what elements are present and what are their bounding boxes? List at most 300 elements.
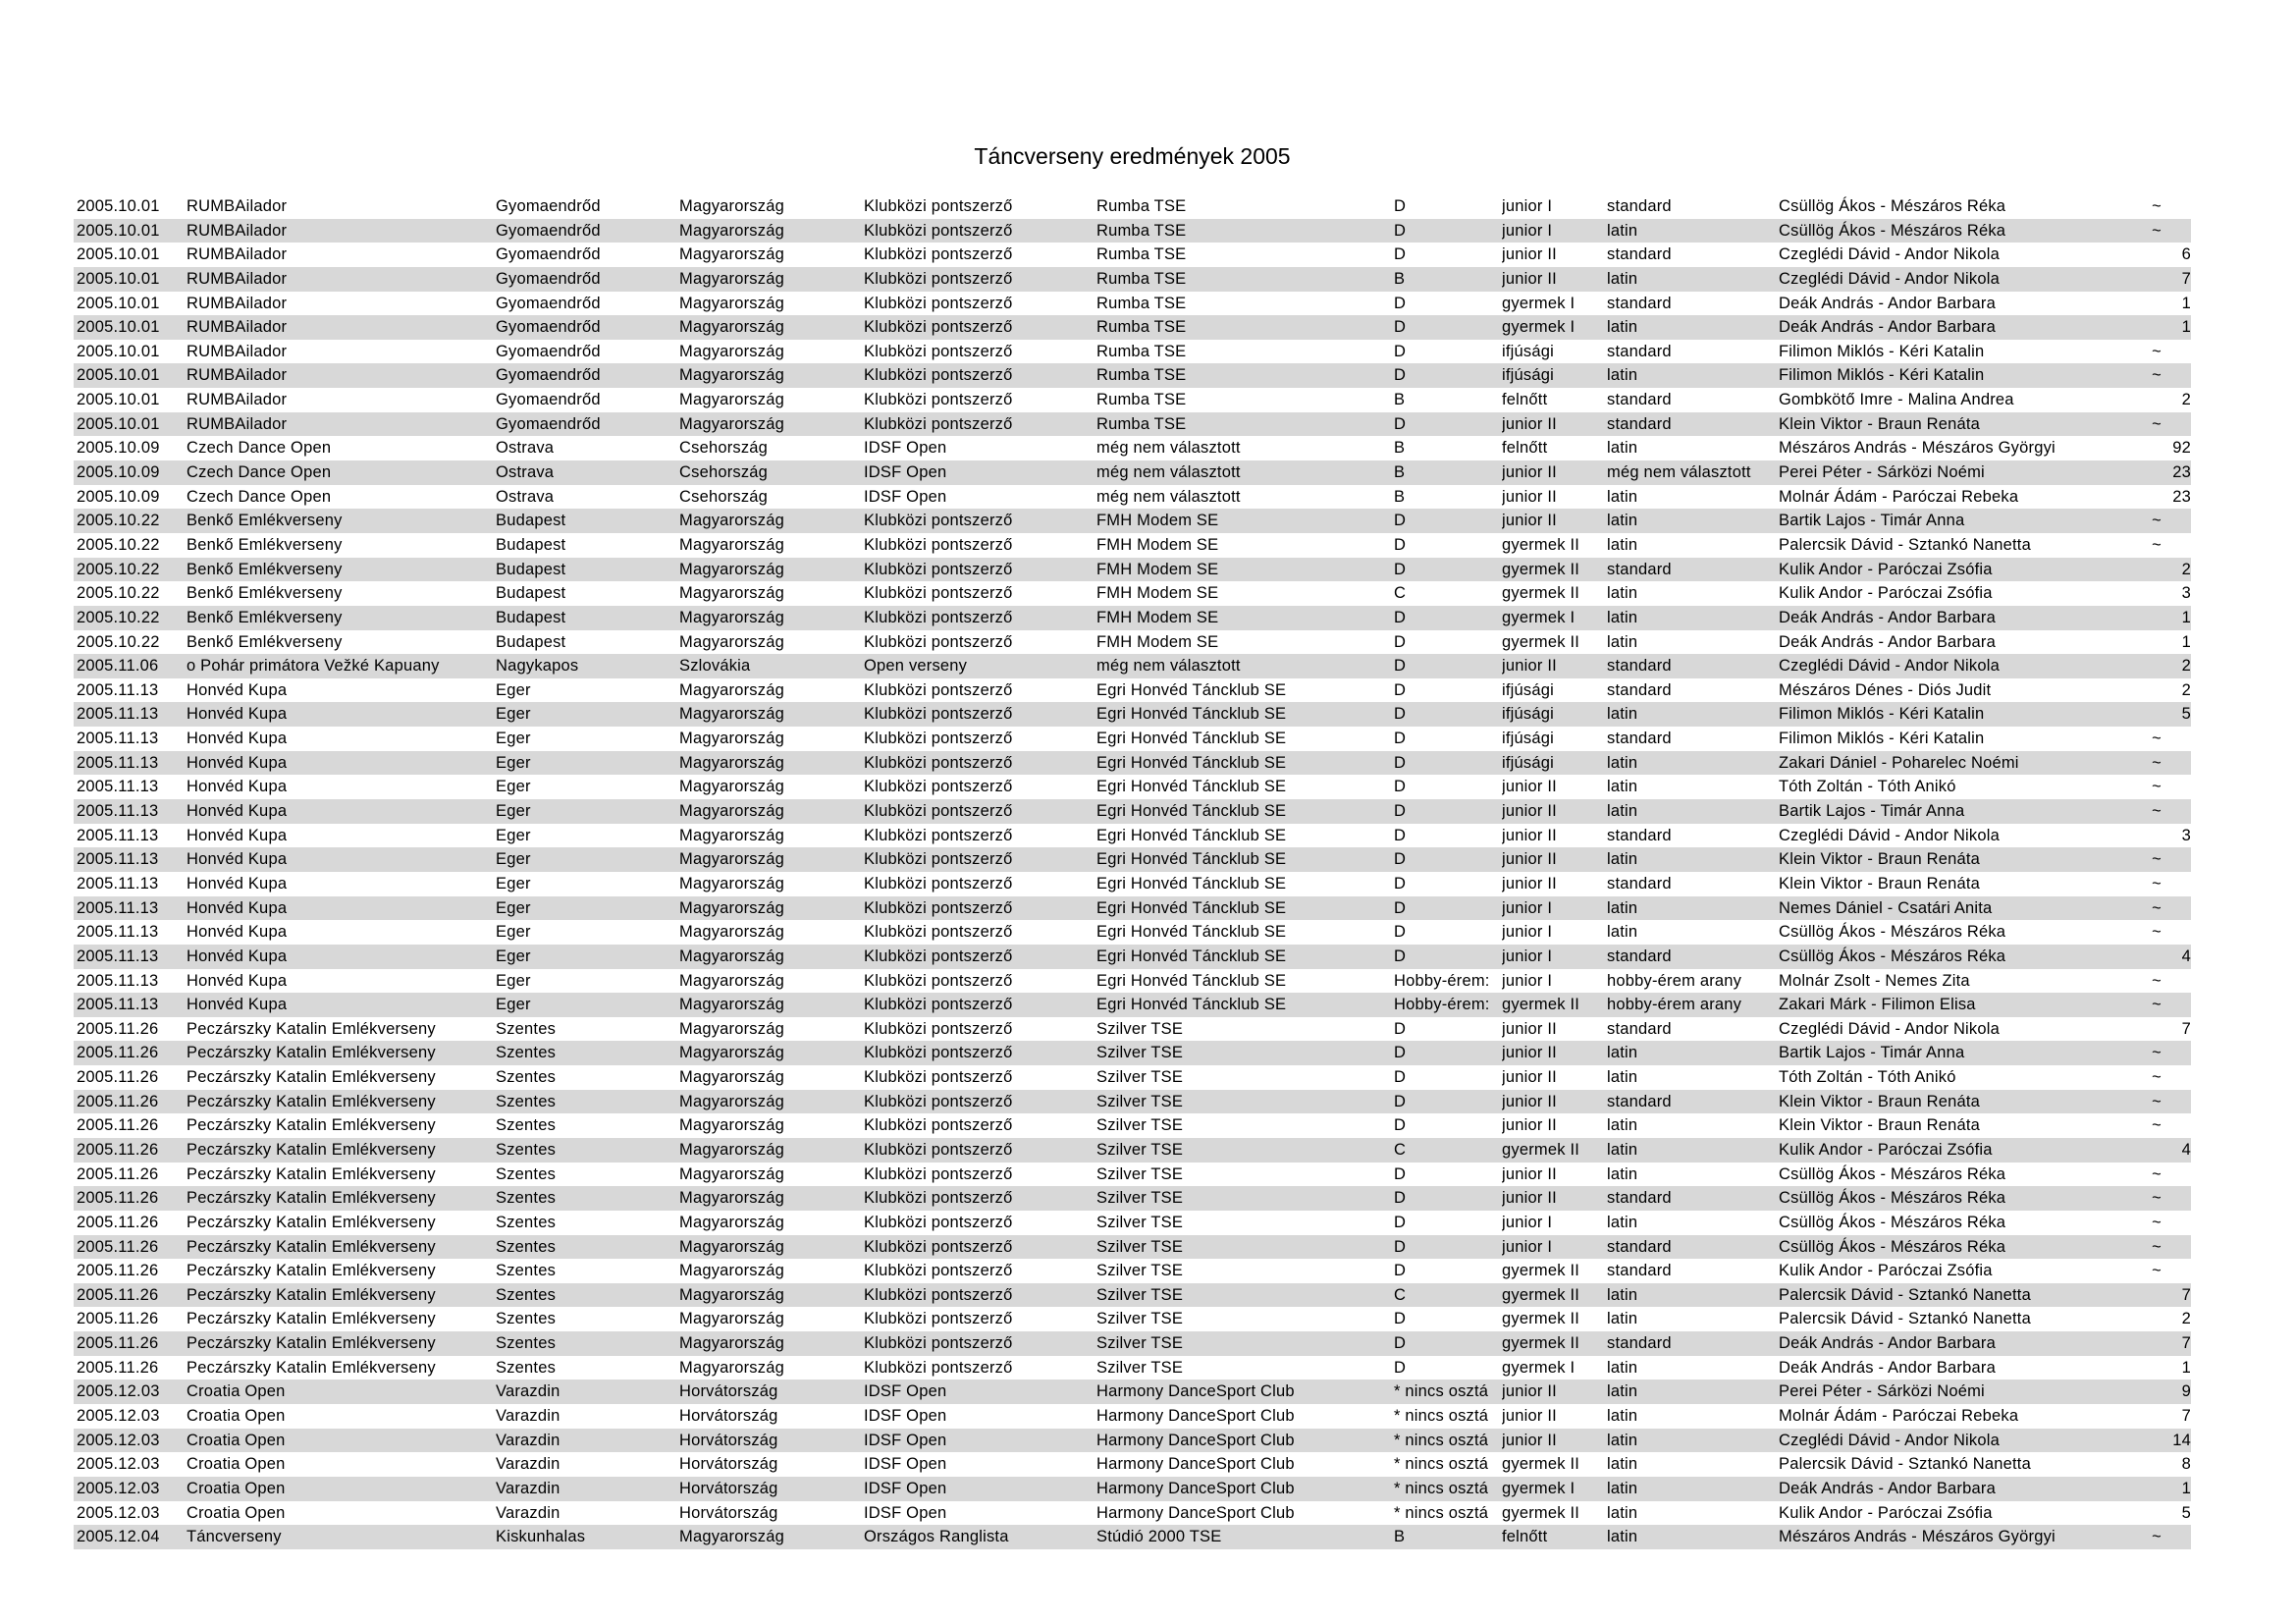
cell-class: * nincs osztá <box>1394 1407 1489 1426</box>
cell-country: Magyarország <box>679 680 784 699</box>
cell-class: D <box>1394 414 1407 433</box>
cell-style: standard <box>1607 342 1672 360</box>
cell-date: 2005.12.03 <box>77 1431 160 1449</box>
cell-class: D <box>1394 850 1407 869</box>
cell-club: Harmony DanceSport Club <box>1096 1503 1295 1522</box>
cell-result: 5 <box>2181 1503 2191 1522</box>
cell-date: 2005.10.22 <box>77 608 160 626</box>
cell-competition-type: IDSF Open <box>864 1431 947 1449</box>
cell-date: 2005.10.01 <box>77 342 160 360</box>
cell-date: 2005.11.26 <box>77 1164 159 1183</box>
cell-city: Szentes <box>496 1140 557 1159</box>
cell-city: Eger <box>496 753 531 772</box>
cell-style: latin <box>1607 1382 1638 1401</box>
cell-city: Budapest <box>496 584 566 603</box>
cell-class: D <box>1394 947 1407 965</box>
cell-country: Magyarország <box>679 1068 784 1087</box>
cell-event-name: Benkő Emlékverseny <box>187 632 343 651</box>
cell-couple: Deák András - Andor Barbara <box>1779 318 1996 337</box>
table-row <box>74 993 2191 1017</box>
cell-country: Magyarország <box>679 342 784 360</box>
cell-age-group: junior I <box>1502 1213 1553 1231</box>
cell-result: 2 <box>2181 657 2191 676</box>
cell-style: latin <box>1607 1503 1638 1522</box>
cell-country: Magyarország <box>679 1140 784 1159</box>
cell-class: D <box>1394 802 1407 821</box>
cell-competition-type: Klubközi pontszerző <box>864 414 1013 433</box>
cell-result: ~ <box>2152 1092 2162 1110</box>
cell-club: Szilver TSE <box>1096 1116 1184 1135</box>
cell-style: latin <box>1607 1310 1638 1328</box>
cell-result: 23 <box>2172 487 2191 506</box>
cell-couple: Csüllög Ákos - Mészáros Réka <box>1779 221 2006 240</box>
cell-couple: Deák András - Andor Barbara <box>1779 632 1996 651</box>
cell-event-name: Peczárszky Katalin Emlékverseny <box>187 1285 436 1304</box>
cell-style: standard <box>1607 245 1672 264</box>
cell-country: Magyarország <box>679 221 784 240</box>
cell-event-name: Peczárszky Katalin Emlékverseny <box>187 1358 436 1377</box>
cell-competition-type: Klubközi pontszerző <box>864 1358 1013 1377</box>
table-row <box>74 194 2191 219</box>
cell-couple: Klein Viktor - Braun Renáta <box>1779 414 1981 433</box>
cell-event-name: Táncverseny <box>187 1528 282 1546</box>
cell-city: Gyomaendrőd <box>496 221 601 240</box>
cell-result: 7 <box>2181 1285 2191 1304</box>
table-row <box>74 1163 2191 1187</box>
cell-city: Gyomaendrőd <box>496 197 601 215</box>
cell-class: D <box>1394 197 1407 215</box>
cell-couple: Palercsik Dávid - Sztankó Nanetta <box>1779 1455 2031 1474</box>
cell-result: 3 <box>2181 584 2191 603</box>
cell-class: * nincs osztá <box>1394 1479 1489 1497</box>
cell-event-name: Honvéd Kupa <box>187 778 288 796</box>
cell-style: latin <box>1607 1164 1638 1183</box>
cell-event-name: Czech Dance Open <box>187 463 332 482</box>
cell-style: latin <box>1607 1455 1638 1474</box>
cell-competition-type: Klubközi pontszerző <box>864 1189 1013 1208</box>
cell-event-name: Peczárszky Katalin Emlékverseny <box>187 1140 436 1159</box>
cell-date: 2005.12.03 <box>77 1382 160 1401</box>
cell-age-group: ifjúsági <box>1502 342 1554 360</box>
cell-event-name: Peczárszky Katalin Emlékverseny <box>187 1019 436 1038</box>
cell-result: ~ <box>2152 996 2162 1014</box>
cell-country: Magyarország <box>679 947 784 965</box>
cell-date: 2005.11.13 <box>77 802 159 821</box>
cell-club: Rumba TSE <box>1096 245 1187 264</box>
table-row <box>74 1404 2191 1429</box>
cell-result: ~ <box>2152 874 2162 893</box>
cell-date: 2005.11.13 <box>77 971 159 990</box>
cell-country: Magyarország <box>679 584 784 603</box>
cell-city: Szentes <box>496 1092 557 1110</box>
cell-date: 2005.11.13 <box>77 730 159 748</box>
cell-age-group: ifjúsági <box>1502 753 1554 772</box>
cell-result: 1 <box>2181 1479 2191 1497</box>
cell-result: 1 <box>2181 318 2191 337</box>
cell-age-group: junior II <box>1502 1092 1557 1110</box>
cell-couple: Czeglédi Dávid - Andor Nikola <box>1779 657 2000 676</box>
cell-event-name: Peczárszky Katalin Emlékverseny <box>187 1262 436 1280</box>
cell-result: ~ <box>2152 342 2162 360</box>
cell-style: hobby-érem arany <box>1607 996 1742 1014</box>
cell-style: latin <box>1607 269 1638 288</box>
cell-competition-type: Klubközi pontszerző <box>864 923 1013 942</box>
cell-city: Ostrava <box>496 439 555 458</box>
cell-date: 2005.12.04 <box>77 1528 160 1546</box>
cell-couple: Deák András - Andor Barbara <box>1779 1479 1996 1497</box>
cell-date: 2005.11.13 <box>77 874 159 893</box>
cell-country: Magyarország <box>679 1213 784 1231</box>
cell-result: ~ <box>2152 730 2162 748</box>
cell-city: Gyomaendrőd <box>496 391 601 409</box>
cell-couple: Czeglédi Dávid - Andor Nikola <box>1779 1431 2000 1449</box>
cell-class: D <box>1394 318 1407 337</box>
table-row <box>74 1113 2191 1138</box>
cell-club: Szilver TSE <box>1096 1237 1184 1256</box>
cell-style: standard <box>1607 197 1672 215</box>
cell-city: Eger <box>496 923 531 942</box>
cell-city: Eger <box>496 850 531 869</box>
results-table <box>74 194 2191 1549</box>
cell-city: Budapest <box>496 608 566 626</box>
cell-country: Magyarország <box>679 632 784 651</box>
cell-style: standard <box>1607 1237 1672 1256</box>
cell-result: 8 <box>2181 1455 2191 1474</box>
cell-city: Gyomaendrőd <box>496 342 601 360</box>
cell-result: ~ <box>2152 753 2162 772</box>
cell-age-group: felnőtt <box>1502 391 1548 409</box>
cell-competition-type: Klubközi pontszerző <box>864 1092 1013 1110</box>
cell-club: Rumba TSE <box>1096 342 1187 360</box>
cell-city: Budapest <box>496 632 566 651</box>
cell-date: 2005.10.01 <box>77 366 160 385</box>
cell-age-group: junior II <box>1502 657 1557 676</box>
table-row <box>74 847 2191 872</box>
cell-country: Magyarország <box>679 1189 784 1208</box>
cell-style: latin <box>1607 1285 1638 1304</box>
cell-event-name: Peczárszky Katalin Emlékverseny <box>187 1044 436 1062</box>
cell-city: Szentes <box>496 1189 557 1208</box>
cell-result: 7 <box>2181 1407 2191 1426</box>
cell-result: ~ <box>2152 898 2162 917</box>
cell-class: D <box>1394 753 1407 772</box>
cell-class: B <box>1394 439 1406 458</box>
cell-event-name: RUMBAilador <box>187 318 288 337</box>
cell-class: B <box>1394 463 1406 482</box>
cell-style: standard <box>1607 657 1672 676</box>
cell-city: Eger <box>496 680 531 699</box>
table-row <box>74 1041 2191 1065</box>
cell-result: 1 <box>2181 632 2191 651</box>
cell-age-group: gyermek II <box>1502 996 1580 1014</box>
cell-country: Magyarország <box>679 512 784 530</box>
cell-age-group: gyermek II <box>1502 1310 1580 1328</box>
cell-style: standard <box>1607 680 1672 699</box>
cell-class: D <box>1394 294 1407 312</box>
cell-style: standard <box>1607 1092 1672 1110</box>
cell-age-group: junior II <box>1502 874 1557 893</box>
cell-competition-type: Klubközi pontszerző <box>864 269 1013 288</box>
cell-date: 2005.11.26 <box>77 1044 159 1062</box>
cell-country: Magyarország <box>679 923 784 942</box>
cell-country: Magyarország <box>679 778 784 796</box>
cell-date: 2005.10.01 <box>77 221 160 240</box>
cell-city: Nagykapos <box>496 657 579 676</box>
cell-club: Egri Honvéd Táncklub SE <box>1096 730 1287 748</box>
cell-city: Gyomaendrőd <box>496 414 601 433</box>
cell-club: Rumba TSE <box>1096 221 1187 240</box>
cell-class: D <box>1394 366 1407 385</box>
cell-age-group: junior I <box>1502 197 1553 215</box>
cell-couple: Deák András - Andor Barbara <box>1779 608 1996 626</box>
cell-event-name: Croatia Open <box>187 1479 286 1497</box>
cell-age-group: junior II <box>1502 826 1557 844</box>
cell-date: 2005.10.01 <box>77 245 160 264</box>
cell-competition-type: IDSF Open <box>864 1503 947 1522</box>
table-row <box>74 1138 2191 1163</box>
cell-city: Szentes <box>496 1310 557 1328</box>
cell-result: 6 <box>2181 245 2191 264</box>
cell-competition-type: Klubközi pontszerző <box>864 1019 1013 1038</box>
cell-club: Szilver TSE <box>1096 1019 1184 1038</box>
cell-club: Harmony DanceSport Club <box>1096 1455 1295 1474</box>
cell-club: Egri Honvéd Táncklub SE <box>1096 680 1287 699</box>
cell-club: FMH Modem SE <box>1096 560 1219 578</box>
table-row <box>74 1090 2191 1114</box>
cell-club: Szilver TSE <box>1096 1310 1184 1328</box>
cell-competition-type: Klubközi pontszerző <box>864 753 1013 772</box>
cell-club: Rumba TSE <box>1096 197 1187 215</box>
cell-style: latin <box>1607 1358 1638 1377</box>
cell-country: Magyarország <box>679 730 784 748</box>
cell-competition-type: Klubközi pontszerző <box>864 680 1013 699</box>
cell-competition-type: Klubközi pontszerző <box>864 366 1013 385</box>
cell-style: latin <box>1607 1044 1638 1062</box>
cell-club: Egri Honvéd Táncklub SE <box>1096 947 1287 965</box>
cell-age-group: junior II <box>1502 512 1557 530</box>
table-row <box>74 1380 2191 1404</box>
cell-competition-type: Klubközi pontszerző <box>864 584 1013 603</box>
cell-result: 2 <box>2181 560 2191 578</box>
cell-country: Horvátország <box>679 1479 778 1497</box>
table-row <box>74 388 2191 412</box>
cell-couple: Csüllög Ákos - Mészáros Réka <box>1779 1213 2006 1231</box>
cell-event-name: Honvéd Kupa <box>187 730 288 748</box>
cell-city: Varazdin <box>496 1479 561 1497</box>
cell-couple: Csüllög Ákos - Mészáros Réka <box>1779 947 2006 965</box>
table-row <box>74 1017 2191 1042</box>
cell-club: Egri Honvéd Táncklub SE <box>1096 850 1287 869</box>
cell-couple: Filimon Miklós - Kéri Katalin <box>1779 705 1985 724</box>
cell-date: 2005.11.13 <box>77 680 159 699</box>
cell-class: D <box>1394 608 1407 626</box>
cell-competition-type: Klubközi pontszerző <box>864 632 1013 651</box>
cell-club: még nem választott <box>1096 463 1241 482</box>
cell-age-group: junior II <box>1502 414 1557 433</box>
table-row <box>74 1186 2191 1211</box>
cell-city: Kiskunhalas <box>496 1528 586 1546</box>
cell-class: D <box>1394 632 1407 651</box>
cell-event-name: RUMBAilador <box>187 366 288 385</box>
cell-couple: Deák András - Andor Barbara <box>1779 1334 1996 1353</box>
cell-couple: Kulik Andor - Paróczai Zsófia <box>1779 1503 1993 1522</box>
cell-style: latin <box>1607 898 1638 917</box>
cell-style: latin <box>1607 1528 1638 1546</box>
cell-date: 2005.11.13 <box>77 947 159 965</box>
table-row <box>74 702 2191 727</box>
cell-city: Eger <box>496 996 531 1014</box>
cell-style: latin <box>1607 632 1638 651</box>
cell-style: latin <box>1607 1407 1638 1426</box>
cell-country: Magyarország <box>679 753 784 772</box>
cell-country: Magyarország <box>679 802 784 821</box>
cell-date: 2005.10.01 <box>77 318 160 337</box>
table-row <box>74 1356 2191 1380</box>
cell-club: FMH Modem SE <box>1096 632 1219 651</box>
cell-club: még nem választott <box>1096 657 1241 676</box>
cell-event-name: Czech Dance Open <box>187 439 332 458</box>
cell-date: 2005.12.03 <box>77 1479 160 1497</box>
cell-couple: Klein Viktor - Braun Renáta <box>1779 1092 1981 1110</box>
cell-date: 2005.11.26 <box>77 1262 159 1280</box>
cell-couple: Filimon Miklós - Kéri Katalin <box>1779 730 1985 748</box>
cell-city: Eger <box>496 802 531 821</box>
cell-style: standard <box>1607 560 1672 578</box>
cell-class: * nincs osztá <box>1394 1455 1489 1474</box>
table-row <box>74 509 2191 533</box>
cell-couple: Czeglédi Dávid - Andor Nikola <box>1779 826 2000 844</box>
cell-age-group: gyermek II <box>1502 1503 1580 1522</box>
cell-couple: Perei Péter - Sárközi Noémi <box>1779 463 1985 482</box>
table-row <box>74 969 2191 994</box>
cell-result: 1 <box>2181 1358 2191 1377</box>
cell-city: Szentes <box>496 1116 557 1135</box>
cell-couple: Molnár Ádám - Paróczai Rebeka <box>1779 1407 2019 1426</box>
cell-country: Magyarország <box>679 1164 784 1183</box>
table-row <box>74 1429 2191 1453</box>
cell-club: FMH Modem SE <box>1096 535 1219 554</box>
cell-style: még nem választott <box>1607 463 1751 482</box>
cell-country: Magyarország <box>679 391 784 409</box>
cell-event-name: Benkő Emlékverseny <box>187 608 343 626</box>
cell-club: Harmony DanceSport Club <box>1096 1382 1295 1401</box>
table-row <box>74 1525 2191 1549</box>
table-row <box>74 1307 2191 1331</box>
cell-country: Horvátország <box>679 1503 778 1522</box>
cell-competition-type: Klubközi pontszerző <box>864 850 1013 869</box>
cell-class: * nincs osztá <box>1394 1382 1489 1401</box>
cell-club: Rumba TSE <box>1096 269 1187 288</box>
cell-event-name: Honvéd Kupa <box>187 996 288 1014</box>
cell-age-group: gyermek I <box>1502 608 1575 626</box>
cell-couple: Kulik Andor - Paróczai Zsófia <box>1779 560 1993 578</box>
cell-class: D <box>1394 1044 1407 1062</box>
cell-event-name: o Pohár primátora Vežké Kapuany <box>187 657 440 676</box>
cell-class: Hobby-érem: <box>1394 996 1490 1014</box>
cell-date: 2005.11.26 <box>77 1068 159 1087</box>
cell-result: ~ <box>2152 1044 2162 1062</box>
cell-city: Budapest <box>496 535 566 554</box>
cell-class: D <box>1394 221 1407 240</box>
cell-club: Szilver TSE <box>1096 1164 1184 1183</box>
cell-club: Harmony DanceSport Club <box>1096 1407 1295 1426</box>
cell-club: Egri Honvéd Táncklub SE <box>1096 996 1287 1014</box>
cell-couple: Csüllög Ákos - Mészáros Réka <box>1779 923 2006 942</box>
cell-event-name: Honvéd Kupa <box>187 923 288 942</box>
cell-age-group: junior II <box>1502 1068 1557 1087</box>
cell-style: latin <box>1607 608 1638 626</box>
table-row <box>74 606 2191 630</box>
cell-class: Hobby-érem: <box>1394 971 1490 990</box>
table-row <box>74 678 2191 703</box>
cell-event-name: Croatia Open <box>187 1503 286 1522</box>
cell-event-name: Benkő Emlékverseny <box>187 512 343 530</box>
cell-result: ~ <box>2152 197 2162 215</box>
cell-age-group: junior II <box>1502 1431 1557 1449</box>
cell-age-group: gyermek II <box>1502 584 1580 603</box>
cell-date: 2005.11.13 <box>77 996 159 1014</box>
cell-competition-type: Klubközi pontszerző <box>864 826 1013 844</box>
cell-result: 92 <box>2172 439 2191 458</box>
table-row <box>74 533 2191 558</box>
cell-city: Ostrava <box>496 463 555 482</box>
table-row <box>74 824 2191 848</box>
cell-age-group: gyermek I <box>1502 318 1575 337</box>
cell-country: Magyarország <box>679 1116 784 1135</box>
cell-result: 7 <box>2181 269 2191 288</box>
cell-style: latin <box>1607 366 1638 385</box>
cell-city: Varazdin <box>496 1407 561 1426</box>
cell-club: Egri Honvéd Táncklub SE <box>1096 898 1287 917</box>
cell-competition-type: IDSF Open <box>864 439 947 458</box>
cell-club: Rumba TSE <box>1096 318 1187 337</box>
cell-competition-type: Klubközi pontszerző <box>864 705 1013 724</box>
cell-competition-type: Klubközi pontszerző <box>864 245 1013 264</box>
cell-country: Magyarország <box>679 1237 784 1256</box>
cell-couple: Palercsik Dávid - Sztankó Nanetta <box>1779 1285 2031 1304</box>
cell-class: D <box>1394 730 1407 748</box>
cell-competition-type: Klubközi pontszerző <box>864 996 1013 1014</box>
cell-age-group: gyermek II <box>1502 560 1580 578</box>
cell-couple: Molnár Ádám - Paróczai Rebeka <box>1779 487 2019 506</box>
table-row <box>74 581 2191 606</box>
cell-result: 14 <box>2172 1431 2191 1449</box>
cell-event-name: Croatia Open <box>187 1382 286 1401</box>
cell-age-group: junior II <box>1502 269 1557 288</box>
cell-event-name: Benkő Emlékverseny <box>187 535 343 554</box>
cell-couple: Czeglédi Dávid - Andor Nikola <box>1779 245 2000 264</box>
cell-club: FMH Modem SE <box>1096 512 1219 530</box>
cell-date: 2005.10.22 <box>77 535 160 554</box>
cell-city: Szentes <box>496 1358 557 1377</box>
cell-class: D <box>1394 245 1407 264</box>
cell-style: latin <box>1607 318 1638 337</box>
table-row <box>74 945 2191 969</box>
cell-couple: Klein Viktor - Braun Renáta <box>1779 1116 1981 1135</box>
cell-age-group: gyermek I <box>1502 1358 1575 1377</box>
cell-date: 2005.10.22 <box>77 632 160 651</box>
cell-couple: Mészáros András - Mészáros Györgyi <box>1779 1528 2056 1546</box>
cell-couple: Kulik Andor - Paróczai Zsófia <box>1779 1262 1993 1280</box>
cell-style: latin <box>1607 923 1638 942</box>
cell-country: Magyarország <box>679 1310 784 1328</box>
cell-date: 2005.10.09 <box>77 463 160 482</box>
cell-result: ~ <box>2152 1189 2162 1208</box>
cell-age-group: ifjúsági <box>1502 680 1554 699</box>
cell-class: D <box>1394 342 1407 360</box>
cell-class: D <box>1394 1237 1407 1256</box>
cell-date: 2005.10.01 <box>77 391 160 409</box>
